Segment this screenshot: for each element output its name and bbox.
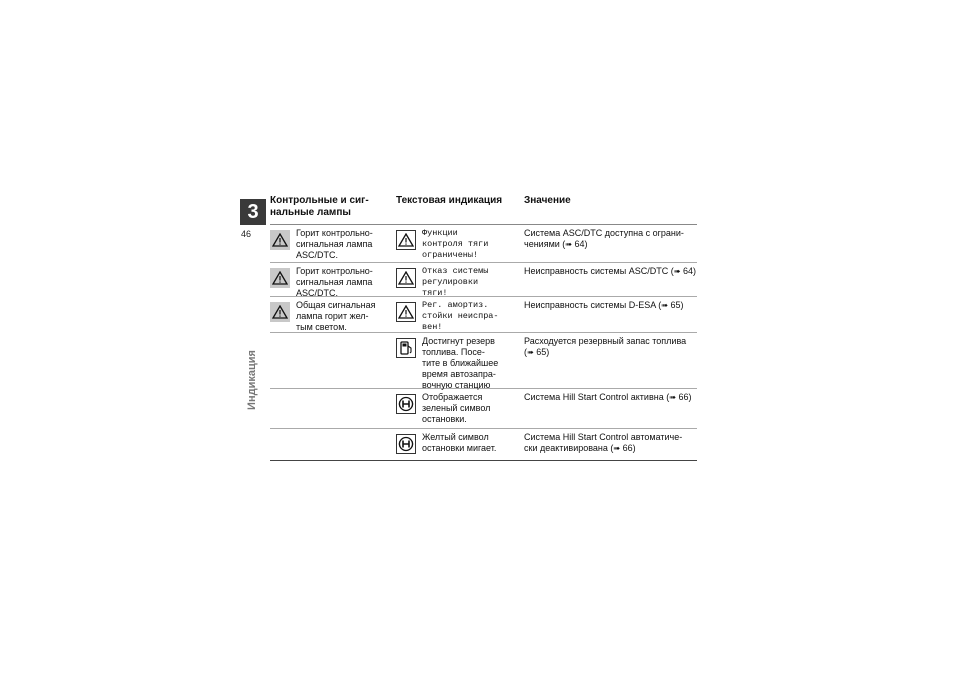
meaning-text — [524, 336, 697, 388]
display-text: Функции контроля тяги ограничены! — [422, 228, 489, 260]
display-text: Достигнут резерв топлива. Посе- тите в ближайшее время автозапра- вочную станцию — [422, 336, 499, 390]
section-label — [239, 340, 265, 420]
reference-arrow-icon: ➠ — [527, 348, 534, 357]
table-row — [270, 333, 697, 389]
meaning-text — [524, 300, 683, 332]
lamp-text: Общая сигнальная лампа горит жел- тым светом. — [296, 300, 376, 332]
lamp-cell — [270, 333, 396, 388]
lamp-text: Горит контрольно- сигнальная лампа ASC/DTC. — [296, 266, 373, 298]
warning-triangle-icon — [396, 302, 416, 322]
table-row — [270, 297, 697, 333]
header-text-display: Текстовая индикация — [396, 195, 503, 206]
table-row — [270, 263, 697, 297]
lamp-cell — [270, 389, 396, 428]
display-text: Отображается зеленый символ остановки. — [422, 392, 491, 424]
warning-triangle-icon — [270, 268, 290, 288]
meaning-text — [524, 266, 696, 296]
table-row — [270, 389, 697, 429]
meaning-text — [524, 392, 691, 428]
warning-triangle-icon — [270, 230, 290, 250]
warning-triangle-icon — [270, 302, 290, 322]
meaning-cell — [524, 333, 697, 388]
reference-arrow-icon: ➠ — [565, 240, 572, 249]
reference-arrow-icon: ➠ — [673, 267, 681, 276]
page-reference: (➠ 64) — [670, 266, 696, 276]
page-reference: (➠ 66) — [610, 443, 636, 453]
page-reference: (➠ 65) — [658, 300, 684, 310]
chapter-number: 3 — [240, 199, 266, 225]
display-text: Желтый символ остановки мигает. — [422, 432, 497, 453]
reference-arrow-icon: ➠ — [661, 301, 668, 310]
lamp-cell — [270, 297, 396, 332]
table-row — [270, 429, 697, 461]
meaning-body: Система ASC/DTC доступна с ограни- чениями — [524, 228, 684, 249]
fuel-pump-icon — [396, 338, 416, 358]
warning-triangle-icon — [396, 268, 416, 288]
hill-hold-icon — [396, 434, 416, 454]
reference-arrow-icon: ➠ — [613, 444, 621, 453]
lamp-cell — [270, 225, 396, 262]
reference-page: 66 — [622, 443, 633, 453]
lamp-cell — [270, 263, 396, 296]
meaning-body: Система Hill Start Control активна — [524, 392, 664, 402]
display-cell — [396, 263, 524, 296]
indicator-table — [270, 195, 697, 461]
display-cell — [396, 225, 524, 262]
display-cell — [396, 297, 524, 332]
reference-page: 65 — [670, 300, 681, 310]
hill-hold-icon — [396, 394, 416, 414]
page-reference: (➠ 64) — [562, 239, 588, 249]
lamp-text: Горит контрольно- сигнальная лампа ASC/DTC. — [296, 228, 373, 260]
display-cell — [396, 333, 524, 388]
meaning-body: Система Hill Start Control автоматиче- ски деактивирована — [524, 432, 683, 453]
meaning-cell — [524, 263, 697, 296]
reference-page: 64 — [574, 239, 585, 249]
header-lamps: Контрольные и сиг- нальные лампы — [270, 195, 369, 218]
warning-triangle-icon — [396, 230, 416, 250]
table-row — [270, 225, 697, 263]
meaning-cell — [524, 297, 697, 332]
display-cell — [396, 429, 524, 460]
meaning-body: Неисправность системы D-ESA — [524, 300, 656, 310]
page-number: 46 — [241, 229, 252, 239]
meaning-text — [524, 228, 684, 262]
reference-page: 65 — [536, 347, 547, 357]
display-cell — [396, 389, 524, 428]
display-text: Отказ системы регулировки тяги! — [422, 266, 489, 298]
page-reference: (➠ 66) — [666, 392, 692, 402]
meaning-body: Неисправность системы ASC/DTC — [524, 266, 669, 276]
meaning-cell — [524, 225, 697, 262]
display-text: Рег. амортиз. стойки неиспра- вен! — [422, 300, 499, 332]
section-label-text: Индикация — [246, 350, 258, 410]
table-header — [270, 195, 697, 225]
page-reference: (➠ 65) — [524, 347, 550, 357]
header-meaning: Значение — [524, 195, 571, 206]
reference-page: 64 — [682, 266, 693, 276]
meaning-cell — [524, 389, 697, 428]
meaning-body: Расходуется резервный запас топлива — [524, 336, 687, 346]
lamp-cell — [270, 429, 396, 460]
meaning-text — [524, 432, 682, 460]
meaning-cell — [524, 429, 697, 460]
reference-page: 66 — [678, 392, 689, 402]
reference-arrow-icon: ➠ — [669, 393, 676, 402]
